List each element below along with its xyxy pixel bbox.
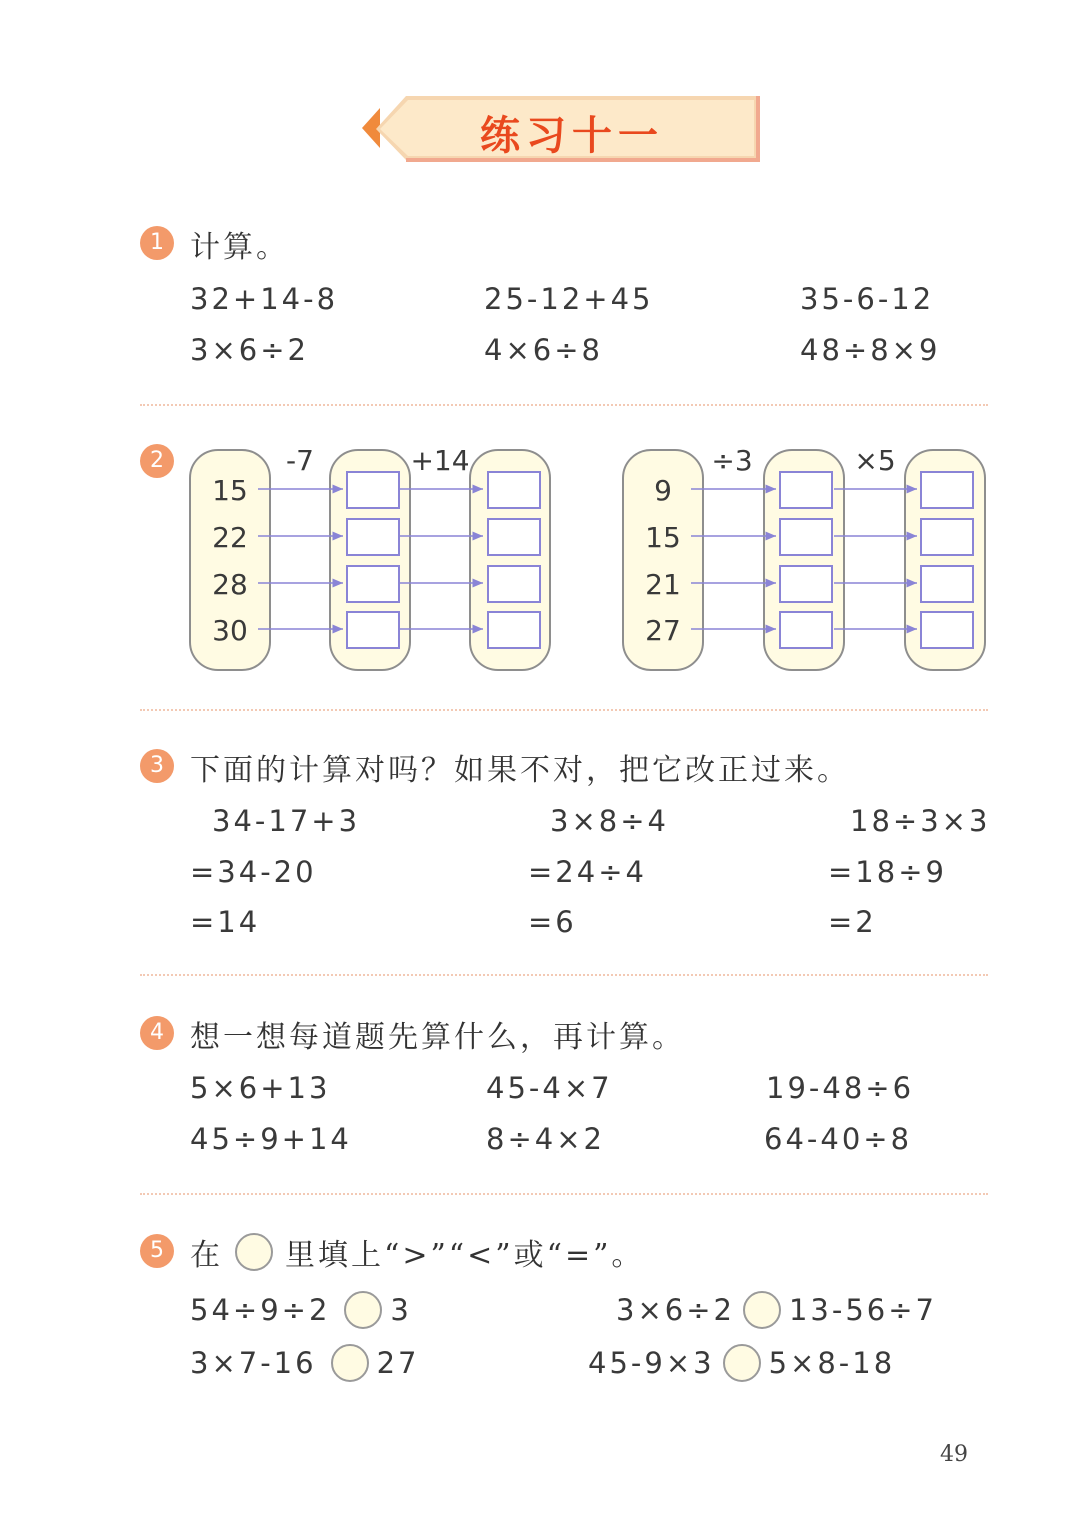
q3-step: =6 — [528, 905, 577, 939]
calculation-chain-diagram — [180, 440, 1000, 680]
left-operator-1: -7 — [286, 444, 314, 477]
q1-expression: 48÷8×9 — [800, 333, 941, 367]
q4-expression: 45-4×7 — [486, 1071, 613, 1105]
comparison-answer-circle[interactable] — [723, 1344, 761, 1382]
right-input-value: 15 — [645, 521, 681, 554]
q3-step: =18÷9 — [828, 855, 947, 889]
right-chain — [623, 444, 985, 670]
comparison-left: 3×6÷2 — [616, 1293, 735, 1327]
left-chain — [190, 444, 550, 670]
comparison-left: 54÷9÷2 — [190, 1293, 331, 1327]
q4-expression: 64-40÷8 — [764, 1122, 913, 1156]
q3-step: 3×8÷4 — [550, 804, 669, 838]
question-5-badge: 5 — [140, 1234, 174, 1268]
answer-box[interactable] — [780, 566, 832, 602]
answer-box[interactable] — [347, 519, 399, 555]
section-divider — [140, 974, 988, 976]
comparison-left: 45-9×3 — [588, 1346, 715, 1380]
question-1-instruction: 计算。 — [190, 230, 289, 265]
comparison-item — [616, 1291, 937, 1329]
answer-box[interactable] — [488, 566, 540, 602]
q3-step: =34-20 — [190, 855, 317, 889]
left-operator-2: +14 — [410, 444, 470, 477]
section-divider — [140, 709, 988, 711]
question-3-instruction: 下面的计算对吗？如果不对，把它改正过来。 — [190, 753, 850, 788]
comparison-right: 13-56÷7 — [788, 1293, 937, 1327]
page-number: 49 — [940, 1442, 968, 1467]
answer-box[interactable] — [921, 612, 973, 648]
q1-expression: 3×6÷2 — [190, 333, 309, 367]
q1-expression: 25-12+45 — [484, 282, 654, 316]
answer-box[interactable] — [921, 566, 973, 602]
comparison-left: 3×7-16 — [190, 1346, 317, 1380]
answer-box[interactable] — [780, 472, 832, 508]
q4-expression: 5×6+13 — [190, 1071, 331, 1105]
answer-box[interactable] — [347, 612, 399, 648]
answer-box[interactable] — [921, 472, 973, 508]
q3-step: 34-17+3 — [212, 804, 361, 838]
right-operator-1: ÷3 — [711, 444, 753, 477]
question-2-badge: 2 — [140, 444, 174, 478]
q4-expression: 45÷9+14 — [190, 1122, 352, 1156]
comparison-right: 3 — [390, 1293, 412, 1327]
comparison-item — [190, 1344, 419, 1382]
answer-box[interactable] — [780, 612, 832, 648]
question-1-badge: 1 — [140, 226, 174, 260]
question-5-instruction-pre: 在 — [190, 1238, 223, 1273]
comparison-answer-circle[interactable] — [743, 1291, 781, 1329]
question-4-instruction: 想一想每道题先算什么，再计算。 — [190, 1020, 685, 1055]
comparison-answer-circle[interactable] — [344, 1291, 382, 1329]
q1-expression: 4×6÷8 — [484, 333, 603, 367]
q3-step: =14 — [190, 905, 261, 939]
q3-step: 18÷3×3 — [850, 804, 991, 838]
q3-step: =2 — [828, 905, 877, 939]
answer-box[interactable] — [347, 566, 399, 602]
right-input-value: 9 — [654, 474, 672, 507]
comparison-item — [588, 1344, 895, 1382]
answer-box[interactable] — [488, 472, 540, 508]
comparison-item — [190, 1291, 412, 1329]
right-input-value: 27 — [645, 614, 681, 647]
question-4-badge: 4 — [140, 1016, 174, 1050]
left-input-value: 28 — [212, 568, 248, 601]
answer-box[interactable] — [488, 519, 540, 555]
q4-expression: 8÷4×2 — [486, 1122, 605, 1156]
comparison-right: 27 — [376, 1346, 420, 1380]
comparison-right: 5×8-18 — [768, 1346, 896, 1380]
q4-expression: 19-48÷6 — [766, 1071, 915, 1105]
answer-box[interactable] — [488, 612, 540, 648]
left-input-value: 15 — [212, 474, 248, 507]
section-divider — [140, 1193, 988, 1195]
question-5-instruction — [190, 1230, 644, 1274]
right-operator-2: ×5 — [854, 444, 896, 477]
question-3-badge: 3 — [140, 749, 174, 783]
example-circle-icon — [235, 1233, 273, 1271]
comparison-answer-circle[interactable] — [331, 1344, 369, 1382]
q3-step: =24÷4 — [528, 855, 647, 889]
section-divider — [140, 404, 988, 406]
right-input-value: 21 — [645, 568, 681, 601]
answer-box[interactable] — [347, 472, 399, 508]
q1-expression: 32+14-8 — [190, 282, 339, 316]
question-5-instruction-post: 里填上“>”“<”或“=”。 — [285, 1238, 645, 1273]
page-title: 练习十一 — [480, 112, 664, 159]
q1-expression: 35-6-12 — [800, 282, 935, 316]
left-input-value: 22 — [212, 521, 248, 554]
answer-box[interactable] — [780, 519, 832, 555]
answer-box[interactable] — [921, 519, 973, 555]
left-input-value: 30 — [212, 614, 248, 647]
